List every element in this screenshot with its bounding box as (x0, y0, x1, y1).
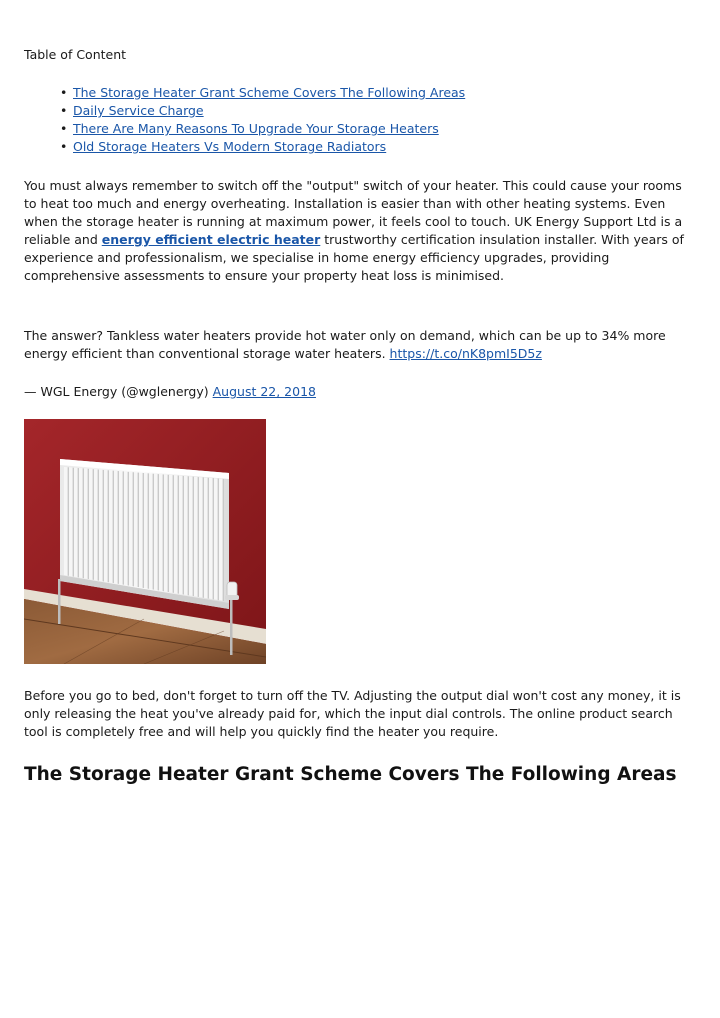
intro-text-after: trustworthy certification insulation installer. With years of experience and professionalism, we specialise in home energy efficiency upgrades, providing comprehensive assessments to ensure your property heat loss is minimised. (24, 232, 684, 283)
toc-link-old-vs-modern[interactable]: Old Storage Heaters Vs Modern Storage Radiators (73, 139, 387, 154)
tweet-link[interactable]: https://t.co/nK8pmI5D5z (389, 346, 542, 361)
radiator-photo (24, 419, 266, 664)
tweet-body: The answer? Tankless water heaters provide hot water only on demand, which can be up to 34% more energy efficient than conventional storage water heaters. (24, 328, 666, 361)
toc-item (60, 138, 465, 156)
toc-link-daily-service-charge[interactable]: Daily Service Charge (73, 103, 204, 118)
tweet-date-link[interactable]: August 22, 2018 (212, 384, 316, 399)
tweet-attribution (24, 383, 692, 401)
section-heading: The Storage Heater Grant Scheme Covers The Following Areas (24, 764, 677, 785)
radiator-illustration (24, 419, 266, 664)
tweet-author: — WGL Energy (@wglenergy) (24, 384, 213, 399)
energy-efficient-heater-link[interactable]: energy efficient electric heater (101, 232, 321, 247)
toc-link-grant-scheme[interactable]: The Storage Heater Grant Scheme Covers The Following Areas (73, 85, 466, 100)
closing-paragraph: Before you go to bed, don't forget to turn off the TV. Adjusting the output dial won't cost any money, it is only releasing the heat you've already paid for, which the input dial controls. The online product search tool is completely free and will help you quickly find the heater you require. (24, 688, 681, 739)
tweet-text (24, 327, 692, 363)
toc-item (60, 120, 465, 138)
intro-text-before: You must always remember to switch off the "output" switch of your heater. This could cause your rooms to heat too much and energy overheating. Installation is easier than with other heating systems. Even when the storage heater is running at maximum power, it feels cool to touch. UK Energy Support Ltd is a reliable and (24, 178, 683, 247)
toc-link-reasons-to-upgrade[interactable]: There Are Many Reasons To Upgrade Your Storage Heaters (73, 121, 439, 136)
table-of-contents (60, 84, 465, 156)
toc-title: Table of Content (24, 47, 127, 62)
toc-item (60, 102, 465, 120)
intro-paragraph (24, 177, 692, 285)
toc-item (60, 84, 465, 102)
